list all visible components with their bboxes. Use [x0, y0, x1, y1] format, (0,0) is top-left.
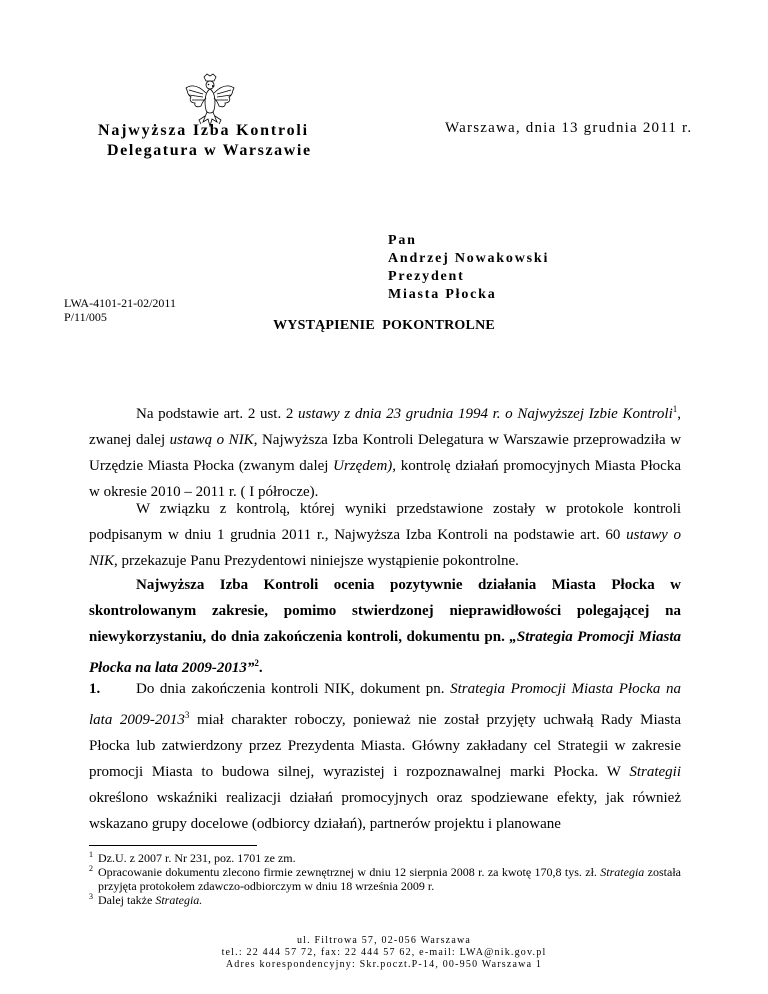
footnote-ref-1: 1 — [672, 404, 678, 414]
footnote-2 — [89, 865, 681, 893]
footnote-separator — [89, 845, 257, 846]
footnote-number: 2 — [89, 864, 93, 873]
place-date: Warszawa, dnia 13 grudnia 2011 r. — [445, 120, 693, 136]
footer-address: ul. Filtrowa 57, 02-056 Warszawa — [296, 935, 472, 946]
organization-unit: Delegatura w Warszawie — [107, 142, 312, 159]
page-footer — [0, 935, 768, 971]
p4-strategy-title: Strategia Promocji Miasta Płocka na lata 2009-2013 — [89, 681, 681, 728]
footnote-italic: Strategia. — [155, 893, 203, 907]
p4-strategy-short: Strategii — [629, 764, 681, 780]
paragraph-4-point-1 — [89, 676, 681, 837]
p4-text-3: miał charakter roboczy, ponieważ nie został przyjęty uchwałą Rady Miasta Płocka lub zatwierdzony przez Prezydenta Miasta. Główny zakładany cel Strategii w zakresie promocji Miasta to budowa silnej, wyrazistej i rozpoznawalnej marki Płocka. W — [89, 712, 681, 780]
document-title: WYSTĄPIENIE POKONTROLNE — [273, 318, 495, 333]
p4-text-1: Do dnia zakończenia kontroli NIK, dokument pn. — [136, 681, 451, 697]
footnote-1 — [89, 851, 681, 865]
p1-text-5: , Najwyższa Izba Kontroli Delegatura w Warszawie przeprowadziła w Urzędzie Miasta Płocka (zwanym dalej — [89, 432, 682, 474]
footnote-ref-3: 3 — [184, 710, 190, 720]
footnote-text: Dalej także — [98, 893, 156, 907]
footnote-number: 3 — [89, 892, 93, 901]
organization-name: Najwyższa Izba Kontroli — [98, 122, 309, 139]
point-number: 1. — [89, 681, 101, 697]
addressee-block — [388, 232, 549, 304]
paragraph-3-assessment — [89, 572, 681, 681]
footnote-text: została przyjęta protokołem zdawczo-odbiorczym w dniu 18 września 2009 r. — [98, 865, 681, 893]
p1-text-1: Na podstawie art. 2 ust. 2 — [136, 406, 299, 422]
p1-office-short: Urzędem), — [333, 458, 397, 474]
footnote-3 — [89, 893, 681, 907]
footnote-italic: Strategia — [600, 865, 645, 879]
p1-law-title: ustawy z dnia 23 grudnia 1994 r. o Najwyższej Izbie Kontroli — [298, 406, 673, 422]
p2-text-1: W związku z kontrolą, której wyniki przedstawione zostały w protokole kontroli podpisanym w dniu 1 grudnia 2011 r., Najwyższa Izba Kontroli na podstawie art. 60 — [89, 501, 681, 543]
p2-text-3: , przekazuje Panu Prezydentowi niniejsze wystąpienie pokontrolne. — [114, 553, 519, 569]
p4-text-5: określono wskaźniki realizacji działań promocyjnych oraz spodziewane efekty, jak również wskazano grupy docelowe (odbiorcy działań), partnerów projektu i planowane — [89, 790, 681, 832]
p3-text-1: Najwyższa Izba Kontroli ocenia pozytywnie działania Miasta Płocka w skontrolowanym zakresie, pomimo stwierdzonej nieprawidłowości polegającej na niewykorzystaniu, do dnia zakończenia kontroli, dokumentu pn. — [89, 577, 681, 645]
paragraph-1 — [89, 396, 681, 505]
p3-strategy-title: „Strategia Promocji Miasta Płocka na lata 2009-2013” — [89, 629, 681, 676]
p1-law-short: ustawą o NIK — [169, 432, 254, 448]
footnote-text: Dz.U. z 2007 r. Nr 231, poz. 1701 ze zm. — [98, 851, 296, 865]
polish-eagle-emblem-icon — [183, 72, 237, 128]
addressee-city: Miasta Płocka — [388, 287, 497, 302]
footer-contact: tel.: 22 444 57 72, fax: 22 444 57 62, e-mail: LWA@nik.gov.pl — [221, 947, 547, 958]
reference-code: P/11/005 — [64, 310, 107, 324]
footnote-ref-2: 2 — [254, 658, 259, 668]
addressee-salutation: Pan — [388, 233, 417, 248]
addressee-position: Prezydent — [388, 269, 465, 284]
footnotes — [89, 851, 681, 907]
addressee-name: Andrzej Nowakowski — [388, 251, 550, 266]
p1-text-7: kontrolę działań promocyjnych Miasta Płocka w okresie 2010 – 2011 r. ( I półrocze). — [89, 458, 681, 500]
p3-text-3: . — [258, 660, 263, 676]
p1-text-3: , zwanej dalej — [89, 406, 681, 448]
p2-law-short: ustawy o NIK — [89, 527, 681, 569]
reference-number: LWA-4101-21-02/2011 — [64, 296, 176, 310]
footnote-text: Opracowanie dokumentu zlecono firmie zewnętrznej w dniu 12 sierpnia 2008 r. za kwotę 170,8 tys. zł. — [98, 865, 601, 879]
footer-postal-address: Adres korespondencyjny: Skr.poczt.P-14, 00-950 Warszawa 1 — [225, 959, 543, 970]
footnote-number: 1 — [89, 850, 93, 859]
paragraph-2 — [89, 496, 681, 574]
